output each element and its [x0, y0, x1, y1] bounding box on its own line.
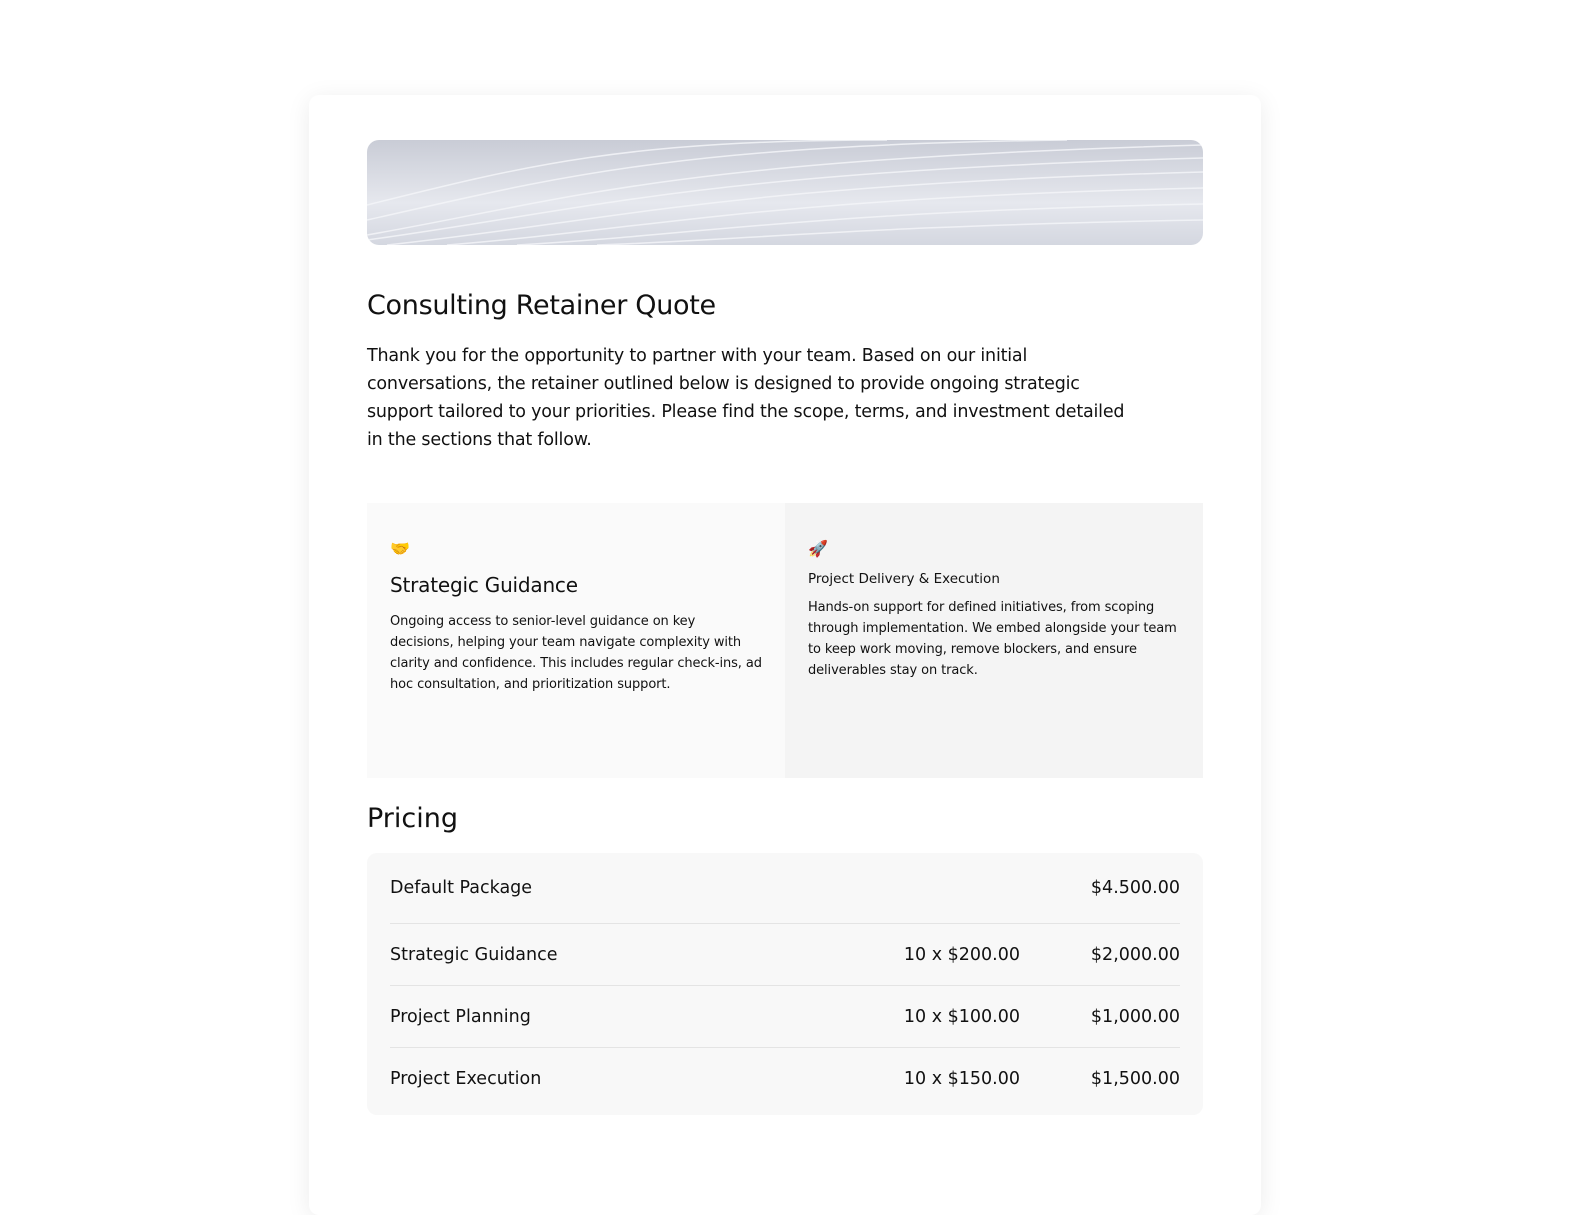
feature-title: Project Delivery & Execution: [808, 571, 1000, 587]
package-total: $4.500.00: [1090, 878, 1180, 898]
item-name: Project Execution: [390, 1069, 542, 1089]
table-row: [390, 986, 1180, 1048]
item-total: $1,000.00: [1090, 1006, 1180, 1027]
item-qty: 10 x $150.00: [903, 1069, 1020, 1089]
handshake-icon: 🤝: [390, 539, 410, 558]
item-name: Strategic Guidance: [390, 944, 558, 965]
feature-title: Strategic Guidance: [390, 573, 578, 597]
banner-image: [367, 140, 1203, 245]
feature-strategic-guidance: [367, 503, 785, 778]
feature-body: Hands-on support for defined initiatives, from scoping through implementation. We embed alongside your team to keep work moving, remove blockers, and ensure deliverables stay on track.: [808, 600, 1177, 678]
page-title: Consulting Retainer Quote: [367, 290, 716, 321]
item-qty: 10 x $100.00: [903, 1006, 1020, 1027]
item-qty: 10 x $200.00: [903, 944, 1020, 965]
pricing-heading: Pricing: [367, 803, 459, 834]
rocket-icon: 🚀: [808, 539, 828, 558]
item-name: Project Planning: [390, 1006, 531, 1027]
features-section: [367, 503, 1203, 778]
table-row: [390, 924, 1180, 986]
package-name: Default Package: [390, 878, 533, 898]
item-total: $2,000.00: [1090, 944, 1180, 965]
intro-text: Thank you for the opportunity to partner with your team. Based on our initial conversations, the retainer outlined below is designed to provide ongoing strategic support tailored to your priorities. Please find the scope, terms, and investment detailed in the sections that follow.: [367, 346, 1125, 450]
item-total: $1,500.00: [1090, 1069, 1180, 1089]
quote-card: [309, 95, 1261, 1215]
package-row: [390, 853, 1180, 924]
table-row: [390, 1048, 1180, 1110]
feature-project-delivery: [785, 503, 1203, 778]
feature-body: Ongoing access to senior-level guidance on key decisions, helping your team navigate complexity with clarity and confidence. This includes regular check-ins, ad hoc consultation, and prioritization support.: [390, 614, 762, 692]
pricing-table: [367, 853, 1203, 1115]
